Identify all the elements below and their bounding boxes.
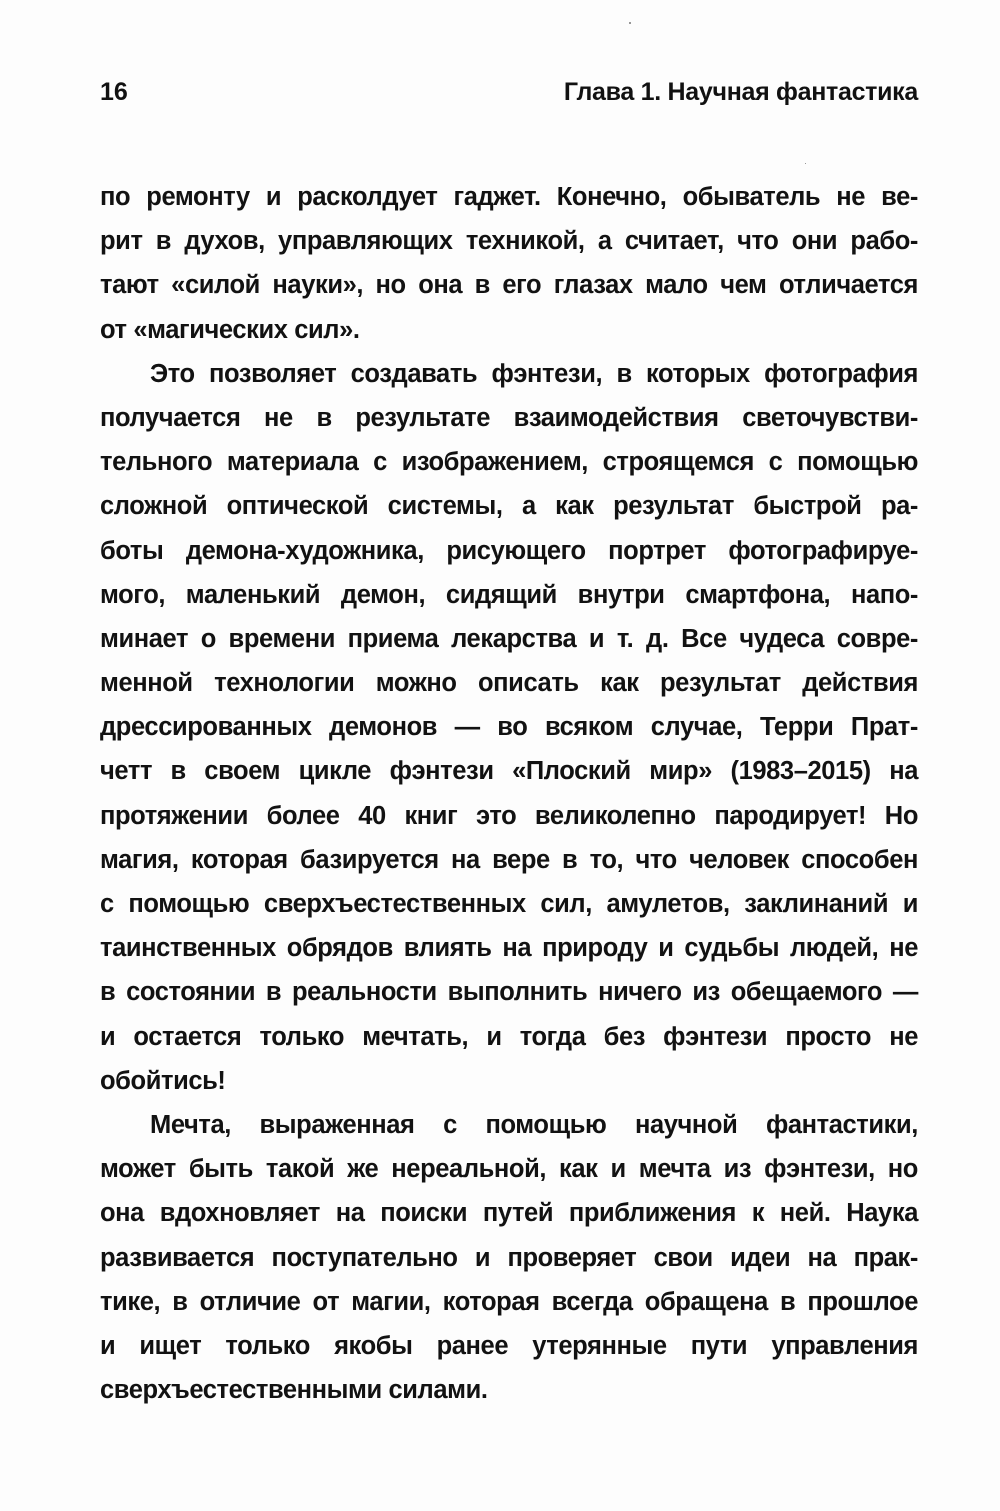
text-line: она вдохновляет на поиски путей приближения к ней. Наука — [100, 1199, 918, 1228]
body-text — [100, 175, 918, 1412]
text-line: мого, маленький демон, сидящий внутри смартфона, напо- — [100, 580, 918, 609]
text-line: магия, которая базируется на вере в то, что человек способен — [100, 845, 918, 874]
text-line: Мечта, выраженная с помощью научной фантастики, — [150, 1110, 918, 1139]
paragraph — [100, 1103, 918, 1412]
text-line: получается не в результате взаимодействия светочувстви- — [100, 403, 918, 432]
text-line: по ремонту и расколдует гаджет. Конечно, обыватель не ве- — [100, 183, 918, 211]
text-line: и ищет только якобы ранее утерянные пути управления — [100, 1331, 918, 1360]
text-line: таинственных обрядов влиять на природу и судьбы людей, не — [100, 934, 918, 963]
paragraph — [100, 175, 918, 352]
text-line: минает о времени приема лекарства и т. д. Все чудеса совре- — [100, 624, 918, 653]
text-line: с помощью сверхъестественных сил, амулетов, заклинаний и — [100, 890, 918, 918]
text-line: менной технологии можно описать как результат действия — [100, 669, 918, 698]
text-line: Это позволяет создавать фэнтези, в которых фотография — [150, 359, 918, 388]
text-line: рит в духов, управляющих техникой, а считает, что они рабо- — [100, 227, 918, 256]
text-line: обойтись! — [100, 1066, 226, 1095]
text-line: развивается поступательно и проверяет свои идеи на прак- — [100, 1243, 918, 1272]
page-number: 16 — [100, 78, 128, 106]
scan-speck — [629, 22, 631, 24]
text-line: боты демона-художника, рисующего портрет фотографируе- — [100, 536, 918, 565]
text-line: протяжении более 40 книг это великолепно пародирует! Но — [100, 801, 918, 830]
text-line: четт в своем цикле фэнтези «Плоский мир» (1983–2015) на — [100, 757, 918, 786]
text-line: дрессированных демонов — во всяком случае, Терри Прат- — [100, 713, 918, 742]
text-line: от «магических сил». — [100, 315, 360, 344]
text-line: в состоянии в реальности выполнить ничего из обещаемого — — [100, 978, 918, 1007]
text-line: и остается только мечтать, и тогда без фэнтези просто не — [100, 1022, 918, 1051]
text-line: сверхъестественными силами. — [100, 1376, 488, 1405]
text-line: тике, в отличие от магии, которая всегда обращена в прошлое — [100, 1287, 918, 1316]
text-line: сложной оптической системы, а как результат быстрой ра- — [100, 492, 918, 521]
chapter-title: Глава 1. Научная фантастика — [563, 78, 918, 106]
text-line: тельного материала с изображением, строящемся с помощью — [100, 448, 918, 477]
paragraph — [100, 352, 918, 1103]
scan-speck — [805, 163, 806, 164]
text-line: может быть такой же нереальной, как и мечта из фэнтези, но — [100, 1155, 918, 1184]
running-head — [100, 72, 918, 112]
text-line: тают «силой науки», но она в его глазах мало чем отличается — [100, 271, 918, 300]
